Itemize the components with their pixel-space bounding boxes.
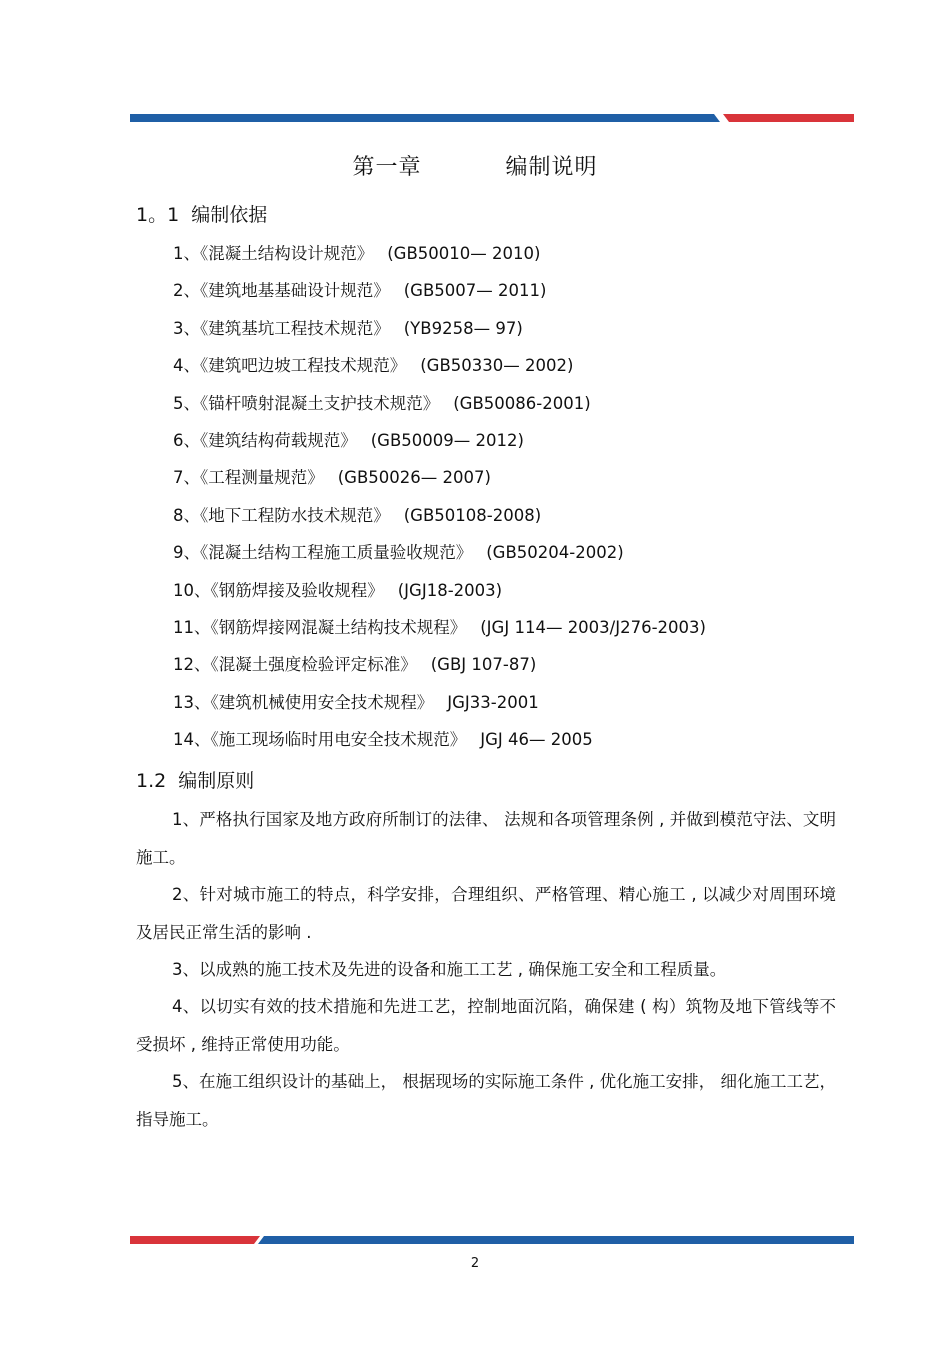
list-item (173, 502, 706, 539)
reference-name: 7、《工程测量规范》 (173, 468, 324, 488)
reference-code: (GBJ 107-87) (430, 655, 537, 675)
reference-name: 6、《建筑结构荷载规范》 (173, 430, 357, 450)
reference-code: (GB50204-2002) (486, 543, 624, 563)
list-item (173, 577, 706, 614)
reference-name: 2、《建筑地基基础设计规范》 (173, 281, 390, 301)
reference-name: 1、《混凝土结构设计规范》 (173, 244, 374, 263)
reference-code: (GB50010— 2010) (387, 244, 541, 263)
principle-paragraph-3: 3、以成熟的施工技术及先进的设备和施工工艺 , 确保施工安全和工程质量。 (172, 960, 727, 979)
reference-name: 5、《锚杆喷射混凝土支护技术规范》 (173, 393, 440, 413)
footer-rule (130, 1236, 854, 1244)
reference-code: (GB50086-2001) (453, 393, 591, 413)
reference-name: 4、《建筑吧边坡工程技术规范》 (173, 356, 407, 376)
reference-list (173, 240, 706, 763)
reference-name: 13、《建筑机械使用安全技术规程》 (173, 692, 434, 712)
reference-name: 10、《钢筋焊接及验收规程》 (173, 580, 384, 600)
reference-name: 3、《建筑基坑工程技术规范》 (173, 318, 390, 338)
list-item (173, 390, 706, 427)
page-number: 2 (470, 1256, 480, 1271)
list-item (173, 315, 706, 352)
list-item (173, 726, 706, 763)
principle-paragraph-1: 1、严格执行国家及地方政府所制订的法律、 法规和各项管理条例 , 并做到模范守法、文明施工。 (136, 810, 836, 867)
principle-paragraph-4: 4、以切实有效的技术措施和先进工艺，控制地面沉陷，确保建 ( 构）筑物及地下管线等不受损坏 , 维持正常使用功能。 (136, 997, 836, 1054)
list-item (173, 651, 706, 688)
reference-code: (JGJ 114— 2003/J276-2003) (480, 617, 706, 637)
reference-code: JGJ33-2001 (447, 692, 539, 712)
principle-paragraph-5: 5、在施工组织设计的基础上， 根据现场的实际施工条件 , 优化施工安排， 细化施工工艺，指导施工。 (136, 1072, 836, 1129)
reference-name: 14、《施工现场临时用电安全技术规范》 (173, 730, 467, 750)
list-item (173, 464, 706, 501)
list-item (173, 240, 706, 277)
chapter-title: 第一章 编制说明 (352, 155, 598, 180)
principle-paragraph-2: 2、针对城市施工的特点，科学安排，合理组织、严格管理、精心施工 , 以减少对周围环境及居民正常生活的影响 . (136, 885, 836, 942)
list-item (173, 427, 706, 464)
reference-code: (JGJ18-2003) (397, 580, 503, 600)
reference-code: (GB50108-2008) (403, 505, 542, 525)
list-item (173, 614, 706, 651)
reference-code: (GB50330— 2002) (420, 356, 574, 376)
reference-code: (GB50026— 2007) (337, 468, 491, 488)
reference-name: 8、《地下工程防水技术规范》 (173, 505, 390, 525)
reference-code: (GB5007— 2011) (403, 281, 547, 301)
section-title-basis: 1。1 编制依据 (136, 204, 268, 226)
reference-code: (GB50009— 2012) (370, 430, 524, 450)
list-item (173, 689, 706, 726)
reference-code: (YB9258— 97) (403, 318, 523, 338)
reference-name: 9、《混凝土结构工程施工质量验收规范》 (173, 543, 473, 563)
section-title-principles: 1.2 编制原则 (136, 770, 255, 792)
reference-name: 12、《混凝土强度检验评定标准》 (173, 655, 417, 675)
list-item (173, 539, 706, 576)
reference-name: 11、《钢筋焊接网混凝土结构技术规程》 (173, 617, 467, 637)
header-rule (130, 114, 854, 122)
reference-code: JGJ 46— 2005 (480, 730, 593, 750)
list-item (173, 277, 706, 314)
list-item (173, 352, 706, 389)
